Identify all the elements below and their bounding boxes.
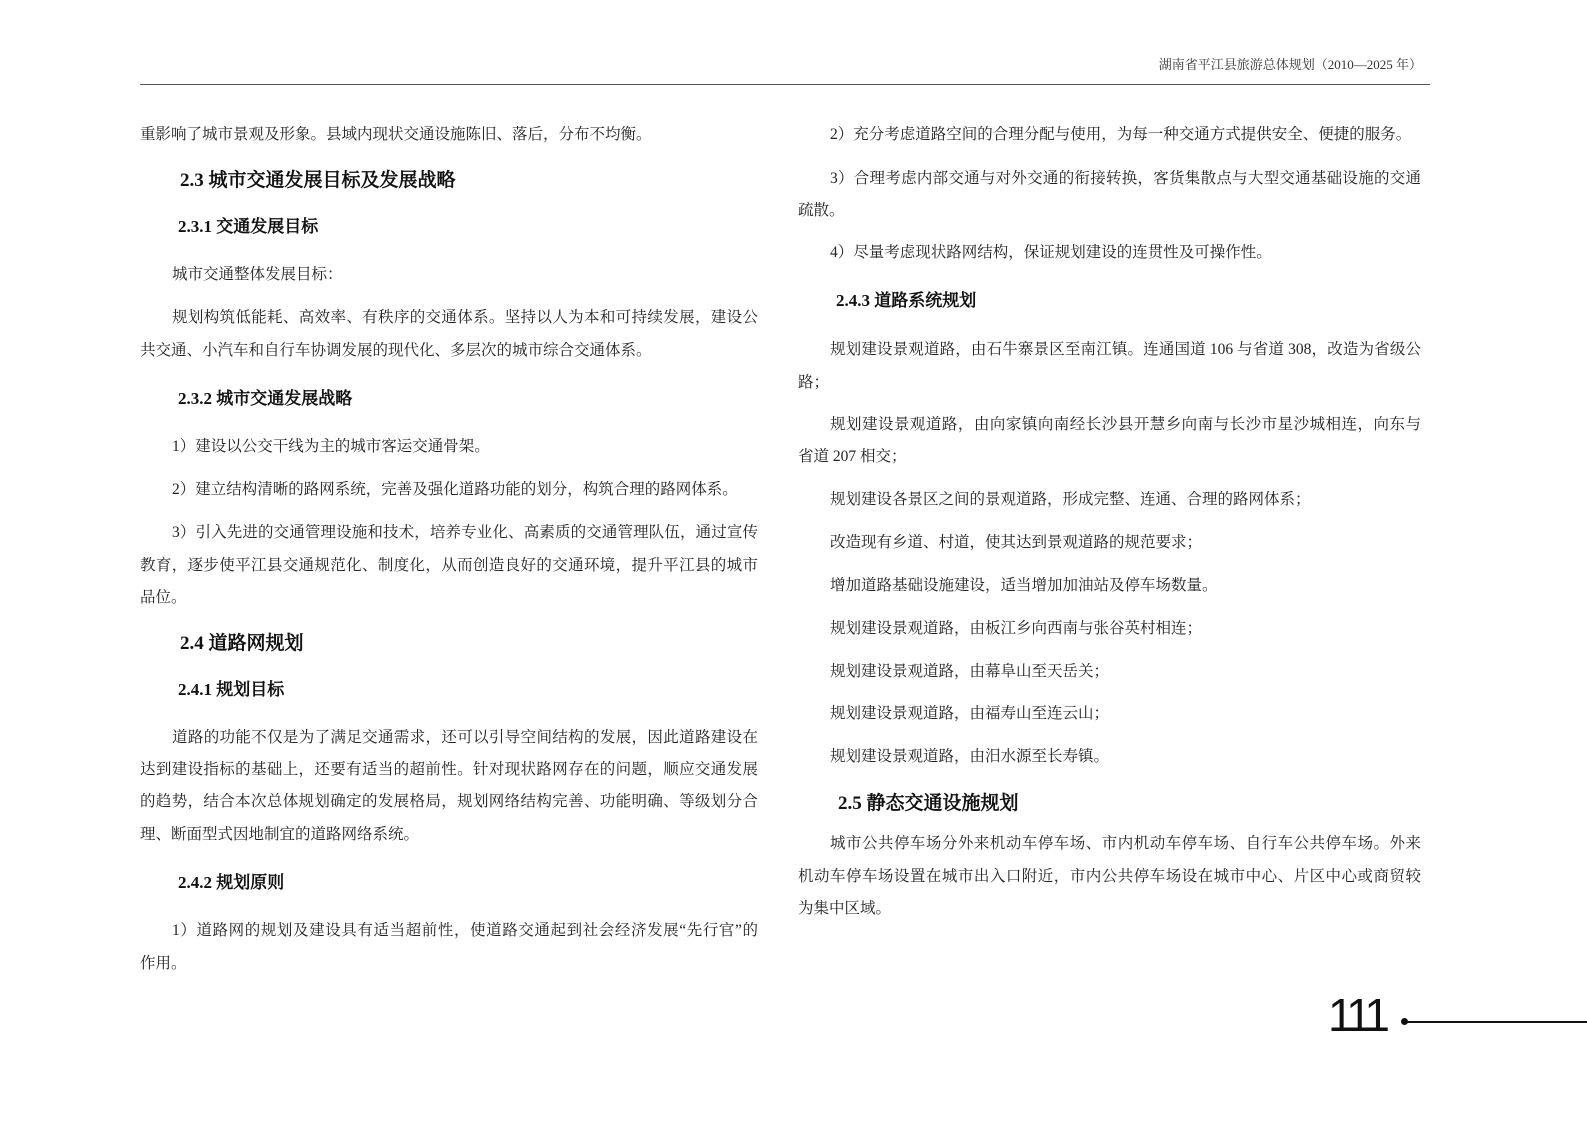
list-item-line: 3）引入先进的交通管理设施和技术，培养专业化、高素质的交通管理队伍，通过宣传 (172, 524, 758, 541)
paragraph-line: 城市公共停车场分外来机动车停车场、市内机动车停车场、自行车公共停车场。外来 (830, 835, 1421, 852)
list-item-line: 2）充分考虑道路空间的合理分配与使用，为每一种交通方式提供安全、便捷的服务。 (830, 126, 1412, 143)
section-heading-2-3: 2.3 城市交通发展目标及发展战略 (180, 170, 456, 191)
road-plan-item-line: 路； (798, 374, 830, 391)
paragraph-line: 机动车停车场设置在城市出入口附近，市内公共停车场设在城市中心、片区中心或商贸较 (798, 868, 1421, 885)
section-heading-2-4: 2.4 道路网规划 (180, 633, 304, 654)
list-item-line: 4）尽量考虑现状路网结构，保证规划建设的连贯性及可操作性。 (830, 244, 1272, 261)
road-plan-item-line: 规划建设景观道路，由板江乡向西南与张谷英村相连； (830, 620, 1203, 637)
document-header-title: 湖南省平江县旅游总体规划（2010—2025 年） (1158, 57, 1422, 72)
road-plan-item-line: 省道 207 相交； (798, 448, 907, 465)
road-plan-item-line: 规划建设景观道路，由汨水源至长寿镇。 (830, 748, 1110, 765)
list-item-line: 1）建设以公交干线为主的城市客运交通骨架。 (172, 438, 490, 455)
paragraph-line: 重影响了城市景观及形象。县域内现状交通设施陈旧、落后，分布不均衡。 (140, 126, 652, 143)
road-plan-item-line: 规划建设景观道路，由石牛寨景区至南江镇。连通国道 106 与省道 308，改造为省级公 (830, 341, 1421, 358)
road-plan-item-line: 规划建设景观道路，由向家镇向南经长沙县开慧乡向南与长沙市星沙城相连，向东与 (830, 416, 1421, 433)
list-item-line: 3）合理考虑内部交通与对外交通的衔接转换，客货集散点与大型交通基础设施的交通 (830, 170, 1421, 187)
header-divider (140, 84, 1430, 85)
subsection-heading-2-4-2: 2.4.2 规划原则 (178, 873, 285, 892)
subsection-heading-2-3-1: 2.3.1 交通发展目标 (178, 217, 319, 236)
subsection-heading-2-4-3: 2.4.3 道路系统规划 (836, 291, 977, 310)
paragraph-line: 理、断面型式因地制宜的道路网络系统。 (140, 826, 420, 843)
list-item-line: 疏散。 (798, 202, 845, 219)
paragraph-line: 道路的功能不仅是为了满足交通需求，还可以引导空间结构的发展，因此道路建设在 (172, 729, 758, 746)
road-plan-item-line: 增加道路基础设施建设，适当增加加油站及停车场数量。 (830, 577, 1218, 594)
list-item-line: 教育，逐步使平江县交通规范化、制度化，从而创造良好的交通环境，提升平江县的城市 (140, 557, 758, 574)
subsection-heading-2-3-2: 2.3.2 城市交通发展战略 (178, 389, 353, 408)
list-item-line: 1）道路网的规划及建设具有适当超前性，使道路交通起到社会经济发展“先行官”的 (172, 922, 758, 939)
paragraph-line: 城市交通整体发展目标： (172, 266, 343, 283)
paragraph-line: 的趋势，结合本次总体规划确定的发展格局，规划网络结构完善、功能明确、等级划分合 (140, 793, 758, 810)
page-number-rule (1405, 1021, 1587, 1023)
road-plan-item-line: 改造现有乡道、村道，使其达到景观道路的规范要求； (830, 534, 1203, 551)
paragraph-line: 规划构筑低能耗、高效率、有秩序的交通体系。坚持以人为本和可持续发展，建设公 (172, 309, 758, 326)
paragraph-line: 共交通、小汽车和自行车协调发展的现代化、多层次的城市综合交通体系。 (140, 342, 652, 359)
road-plan-item-line: 规划建设景观道路，由福寿山至连云山； (830, 705, 1110, 722)
paragraph-line: 为集中区域。 (798, 900, 892, 917)
section-heading-2-5: 2.5 静态交通设施规划 (838, 793, 1019, 814)
list-item-line: 品位。 (140, 589, 187, 606)
list-item-line: 2）建立结构清晰的路网系统，完善及强化道路功能的划分，构筑合理的路网体系。 (172, 481, 738, 498)
list-item-line: 作用。 (140, 955, 187, 972)
subsection-heading-2-4-1: 2.4.1 规划目标 (178, 680, 285, 699)
road-plan-item-line: 规划建设各景区之间的景观道路，形成完整、连通、合理的路网体系； (830, 491, 1311, 508)
page-number: 111 (1328, 989, 1386, 1041)
road-plan-item-line: 规划建设景观道路，由幕阜山至天岳关； (830, 663, 1110, 680)
paragraph-line: 达到建设指标的基础上，还要有适当的超前性。针对现状路网存在的问题，顺应交通发展 (140, 761, 758, 778)
